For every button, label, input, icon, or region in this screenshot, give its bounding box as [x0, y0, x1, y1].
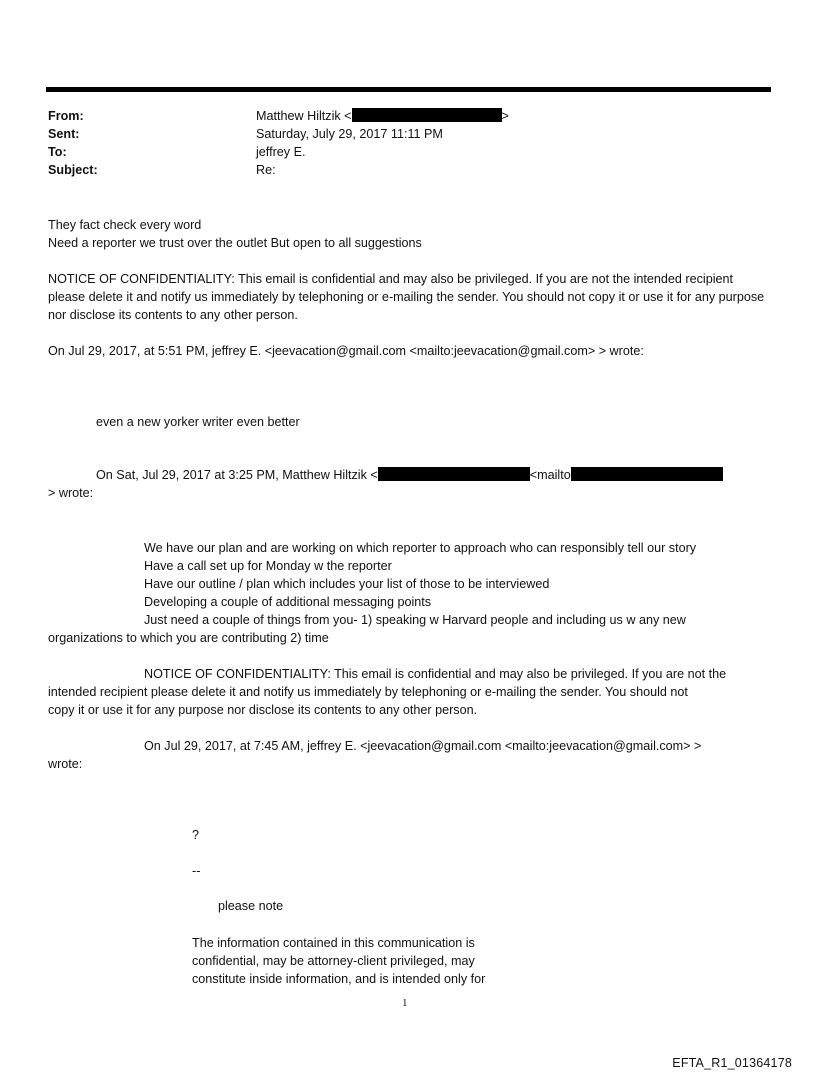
quoted-text: please note — [218, 899, 284, 913]
body-line: They fact check every word — [48, 218, 202, 232]
plan-line: We have our plan and are working on which reporter to approach who can responsibly tell our story — [144, 541, 697, 555]
plan-line: Developing a couple of additional messaging points — [144, 595, 432, 609]
header-rule — [46, 87, 771, 92]
quote-header-tail: > wrote: — [48, 486, 94, 500]
body-line: Need a reporter we trust over the outlet But open to all suggestions — [48, 236, 422, 250]
plan-line: Just need a couple of things from you- 1) speaking w Harvard people and including us w any new — [144, 613, 686, 627]
quote-header-tail: wrote: — [48, 757, 83, 771]
to-row — [48, 143, 509, 161]
disclaimer-line: The information contained in this communication is — [192, 936, 475, 950]
to-label: To: — [48, 145, 67, 159]
bates-number: EFTA_R1_01364178 — [672, 1056, 792, 1070]
sent-value: Saturday, July 29, 2017 11:11 PM — [256, 127, 443, 141]
quote-header — [96, 466, 723, 484]
disclaimer-line: constitute inside information, and is intended only for — [192, 972, 486, 986]
redaction-box — [352, 108, 502, 122]
from-name: Matthew Hiltzik < — [256, 109, 352, 123]
quoted-text: even a new yorker writer even better — [96, 415, 300, 429]
confidentiality-notice: NOTICE OF CONFIDENTIALITY: This email is confidential and may also be privileged. If you are not the — [144, 667, 727, 681]
signature-dash: -- — [192, 864, 201, 878]
sent-row — [48, 125, 509, 143]
page-number: 1 — [402, 997, 408, 1009]
confidentiality-notice: intended recipient please delete it and notify us immediately by telephoning or e-mailing the sender. You should not — [48, 685, 688, 699]
subject-value: Re: — [256, 163, 276, 177]
quoted-text: ? — [192, 828, 200, 842]
plan-line: Have a call set up for Monday w the reporter — [144, 559, 392, 573]
subject-row — [48, 161, 509, 179]
confidentiality-notice: copy it or use it for any purpose nor disclose its contents to any other person. — [48, 703, 478, 717]
confidentiality-notice: NOTICE OF CONFIDENTIALITY: This email is confidential and may also be privileged. If you are not the intended recipient please delete it and notify us immediately by telephoning or e-mailing the sender. You should not copy it or use it for any purpose nor disclose its contents to any other person. — [48, 272, 765, 322]
plan-line: organizations to which you are contributing 2) time — [48, 631, 329, 645]
quote-header-part: On Sat, Jul 29, 2017 at 3:25 PM, Matthew Hiltzik < — [96, 468, 378, 482]
quote-header: On Jul 29, 2017, at 5:51 PM, jeffrey E. <jeevacation@gmail.com <mailto:jeevacation@gmail.com> > wrote: — [48, 344, 644, 358]
from-label: From: — [48, 109, 84, 123]
plan-line: Have our outline / plan which includes your list of those to be interviewed — [144, 577, 550, 591]
redaction-box — [571, 467, 723, 481]
to-value: jeffrey E. — [256, 145, 306, 159]
redaction-box — [378, 467, 530, 481]
email-header — [48, 107, 509, 179]
quote-header-part: <mailto — [529, 468, 571, 482]
from-tail: > — [501, 109, 509, 123]
sent-label: Sent: — [48, 127, 80, 141]
quote-header: On Jul 29, 2017, at 7:45 AM, jeffrey E. <jeevacation@gmail.com <mailto:jeevacation@gmail.com> > — [144, 739, 702, 753]
from-value — [256, 107, 509, 125]
subject-label: Subject: — [48, 163, 98, 177]
from-row — [48, 107, 509, 125]
disclaimer-line: confidential, may be attorney-client privileged, may — [192, 954, 475, 968]
